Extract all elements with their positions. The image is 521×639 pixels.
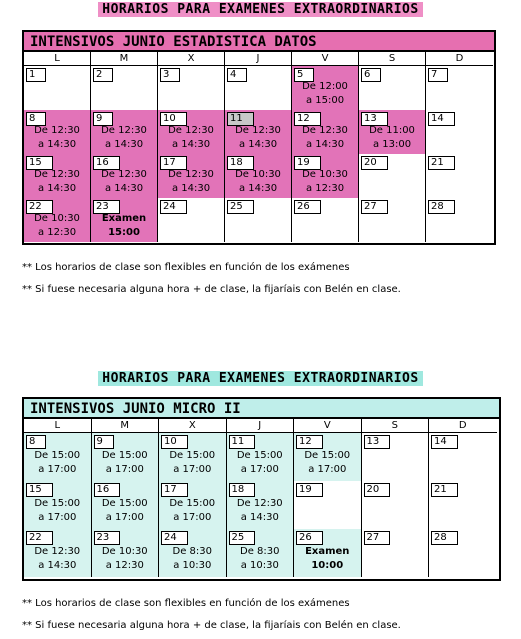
day-cell (158, 66, 225, 110)
time-to: a 13:00 (372, 139, 412, 150)
day-number: 22 (26, 200, 53, 214)
time-to: a 17:00 (38, 464, 77, 475)
class-hours (24, 212, 90, 240)
time-from: De 12:00 (302, 81, 348, 92)
day-cell (362, 529, 430, 577)
day-cell (359, 198, 426, 242)
day-cell (91, 198, 158, 242)
day-number: 17 (161, 483, 188, 497)
time-from: De 15:00 (34, 450, 81, 461)
day-number: 19 (296, 483, 323, 497)
time-from: De 10:30 (101, 546, 148, 557)
class-hours (227, 449, 294, 477)
day-number: 27 (364, 531, 391, 545)
time-to: a 14:30 (238, 139, 278, 150)
day-cell (91, 66, 158, 110)
day-cell (225, 110, 292, 154)
time-to: a 17:00 (105, 512, 144, 523)
day-number: 13 (364, 435, 391, 449)
time-to: a 10:30 (240, 560, 279, 571)
class-hours (227, 545, 294, 573)
day-header: S (359, 52, 426, 66)
day-header: L (24, 52, 91, 66)
day-header: M (92, 419, 160, 433)
day-cell (292, 154, 359, 198)
day-header: M (91, 52, 158, 66)
day-cell (158, 110, 225, 154)
day-cell (24, 154, 91, 198)
class-hours (158, 124, 224, 152)
time-to: a 17:00 (240, 464, 279, 475)
class-hours (91, 124, 157, 152)
time-from: De 12:30 (235, 125, 281, 136)
time-from: De 12:30 (236, 498, 283, 509)
day-cell (158, 198, 225, 242)
day-cell (426, 198, 493, 242)
day-cell (426, 154, 493, 198)
day-header: V (294, 419, 362, 433)
time-from: De 11:00 (369, 125, 415, 136)
class-hours (24, 124, 90, 152)
time-to: a 14:30 (171, 139, 211, 150)
time-from: De 12:30 (302, 125, 348, 136)
day-number: 3 (160, 68, 180, 82)
time-to: a 14:30 (104, 139, 144, 150)
day-cell (359, 66, 426, 110)
day-number: 17 (160, 156, 187, 170)
day-cell (225, 154, 292, 198)
day-cell (158, 154, 225, 198)
class-hours (24, 545, 91, 573)
class-hours (159, 497, 226, 525)
day-header: D (429, 419, 497, 433)
day-cell (292, 198, 359, 242)
day-number: 23 (93, 200, 120, 214)
time-from: De 10:30 (235, 169, 281, 180)
day-number: 9 (94, 435, 114, 449)
time-to: a 14:30 (305, 139, 345, 150)
time-to: a 17:00 (173, 512, 212, 523)
day-cell (225, 198, 292, 242)
time-from: De 15:00 (34, 498, 81, 509)
day-cell (294, 433, 362, 481)
day-cell (92, 433, 160, 481)
day-cell (159, 529, 227, 577)
day-number: 26 (294, 200, 321, 214)
class-hours (92, 545, 159, 573)
day-cell (426, 66, 493, 110)
time-to: a 14:30 (238, 183, 278, 194)
time-to: a 12:30 (37, 227, 77, 238)
day-header: D (426, 52, 493, 66)
day-cell (362, 433, 430, 481)
class-hours (92, 497, 159, 525)
day-number: 16 (93, 156, 120, 170)
time-from: De 15:00 (101, 498, 148, 509)
time-to: a 14:30 (240, 512, 279, 523)
schedule-title-1: HORARIOS PARA EXAMENES EXTRAORDINARIOS (0, 2, 521, 17)
note-3: ** Los horarios de clase son flexibles en función de los exámenes (22, 598, 350, 609)
day-cell (24, 481, 92, 529)
day-cell (92, 529, 160, 577)
day-cell (359, 110, 426, 154)
time-to: a 17:00 (105, 464, 144, 475)
day-number: 11 (229, 435, 256, 449)
class-hours (225, 168, 291, 196)
time-to: a 14:30 (104, 183, 144, 194)
time-from: De 12:30 (34, 546, 81, 557)
time-to: a 15:00 (305, 95, 345, 106)
class-hours (294, 449, 361, 477)
day-header: L (24, 419, 92, 433)
day-number: 9 (93, 112, 113, 126)
day-number: 25 (227, 200, 254, 214)
day-number: 8 (26, 112, 46, 126)
day-number: 11 (227, 112, 254, 126)
time-to: a 10:30 (173, 560, 212, 571)
day-number: 28 (428, 200, 455, 214)
time-to: a 12:30 (305, 183, 345, 194)
day-number: 16 (94, 483, 121, 497)
time-from: De 12:30 (34, 125, 80, 136)
day-number: 5 (294, 68, 314, 82)
day-cell (227, 433, 295, 481)
day-number: 25 (229, 531, 256, 545)
note-4: ** Si fuese necesaria alguna hora + de clase, la fijaríais con Belén en clase. (22, 620, 401, 631)
day-number: 4 (227, 68, 247, 82)
day-number: 2 (93, 68, 113, 82)
day-number: 28 (431, 531, 458, 545)
day-number: 20 (364, 483, 391, 497)
day-cell (24, 529, 92, 577)
day-number: 13 (361, 112, 388, 126)
day-cell (294, 481, 362, 529)
day-number: 1 (26, 68, 46, 82)
time-to: a 17:00 (38, 512, 77, 523)
day-cell (292, 110, 359, 154)
time-from: De 12:30 (168, 169, 214, 180)
day-cell (426, 110, 493, 154)
day-header: J (225, 52, 292, 66)
class-hours (292, 168, 358, 196)
calendar-header: INTENSIVOS JUNIO ESTADISTICA DATOS (24, 32, 494, 52)
day-number: 15 (26, 156, 53, 170)
time-from: De 8:30 (172, 546, 212, 557)
class-hours (91, 168, 157, 196)
time-from: De 12:30 (101, 125, 147, 136)
class-hours (359, 124, 425, 152)
class-hours (24, 168, 90, 196)
class-hours (158, 168, 224, 196)
time-from: Examen (101, 213, 147, 224)
class-hours (292, 124, 358, 152)
calendar-header: INTENSIVOS JUNIO MICRO II (24, 399, 499, 419)
day-cell (92, 481, 160, 529)
time-to: 15:00 (108, 227, 140, 238)
day-cell (429, 481, 497, 529)
day-cell (227, 529, 295, 577)
day-number: 6 (361, 68, 381, 82)
day-header: S (362, 419, 430, 433)
time-from: Examen (305, 546, 350, 557)
day-cell (24, 66, 91, 110)
time-to: a 14:30 (171, 183, 211, 194)
time-from: De 15:00 (236, 450, 283, 461)
time-from: De 12:30 (168, 125, 214, 136)
day-cell (225, 66, 292, 110)
day-cell (429, 433, 497, 481)
day-cell (159, 433, 227, 481)
time-to: a 12:30 (105, 560, 144, 571)
day-number: 19 (294, 156, 321, 170)
class-hours (227, 497, 294, 525)
time-to: 10:00 (311, 560, 344, 571)
day-cell (359, 154, 426, 198)
day-number: 12 (296, 435, 323, 449)
class-hours (92, 449, 159, 477)
day-cell (362, 481, 430, 529)
day-header: J (227, 419, 295, 433)
day-number: 20 (361, 156, 388, 170)
class-hours (159, 449, 226, 477)
time-to: a 17:00 (308, 464, 347, 475)
day-number: 12 (294, 112, 321, 126)
class-hours (159, 545, 226, 573)
class-hours (294, 545, 361, 573)
day-cell (294, 529, 362, 577)
day-number: 18 (227, 156, 254, 170)
day-cell (24, 198, 91, 242)
time-from: De 10:30 (34, 213, 80, 224)
time-from: De 8:30 (240, 546, 280, 557)
day-number: 21 (428, 156, 455, 170)
class-hours (225, 124, 291, 152)
day-number: 22 (26, 531, 53, 545)
class-hours (292, 80, 358, 108)
day-number: 7 (428, 68, 448, 82)
day-number: 10 (161, 435, 188, 449)
day-cell (91, 110, 158, 154)
time-from: De 15:00 (304, 450, 351, 461)
note-2: ** Si fuese necesaria alguna hora + de clase, la fijaríais con Belén en clase. (22, 284, 401, 295)
time-to: a 14:30 (37, 139, 77, 150)
class-hours (91, 212, 157, 240)
class-hours (24, 497, 91, 525)
schedule-title-2: HORARIOS PARA EXAMENES EXTRAORDINARIOS (0, 371, 521, 386)
class-hours (24, 449, 91, 477)
day-cell (24, 110, 91, 154)
time-to: a 14:30 (37, 183, 77, 194)
time-from: De 15:00 (101, 450, 148, 461)
time-from: De 12:30 (101, 169, 147, 180)
day-number: 15 (26, 483, 53, 497)
time-to: a 14:30 (38, 560, 77, 571)
day-number: 24 (160, 200, 187, 214)
day-number: 24 (161, 531, 188, 545)
day-number: 26 (296, 531, 323, 545)
note-1: ** Los horarios de clase son flexibles en función de los exámenes (22, 262, 350, 273)
day-number: 27 (361, 200, 388, 214)
day-number: 23 (94, 531, 121, 545)
day-number: 8 (26, 435, 46, 449)
day-number: 18 (229, 483, 256, 497)
day-number: 14 (428, 112, 455, 126)
day-cell (24, 433, 92, 481)
time-from: De 12:30 (34, 169, 80, 180)
day-number: 14 (431, 435, 458, 449)
day-header: X (159, 419, 227, 433)
day-header: X (158, 52, 225, 66)
day-number: 10 (160, 112, 187, 126)
day-cell (227, 481, 295, 529)
time-from: De 10:30 (302, 169, 348, 180)
calendar-micro (22, 397, 501, 581)
day-cell (91, 154, 158, 198)
day-header: V (292, 52, 359, 66)
calendar-estadistica (22, 30, 496, 245)
time-to: a 17:00 (173, 464, 212, 475)
time-from: De 15:00 (169, 450, 216, 461)
day-cell (292, 66, 359, 110)
time-from: De 15:00 (169, 498, 216, 509)
day-cell (159, 481, 227, 529)
day-number: 21 (431, 483, 458, 497)
day-cell (429, 529, 497, 577)
